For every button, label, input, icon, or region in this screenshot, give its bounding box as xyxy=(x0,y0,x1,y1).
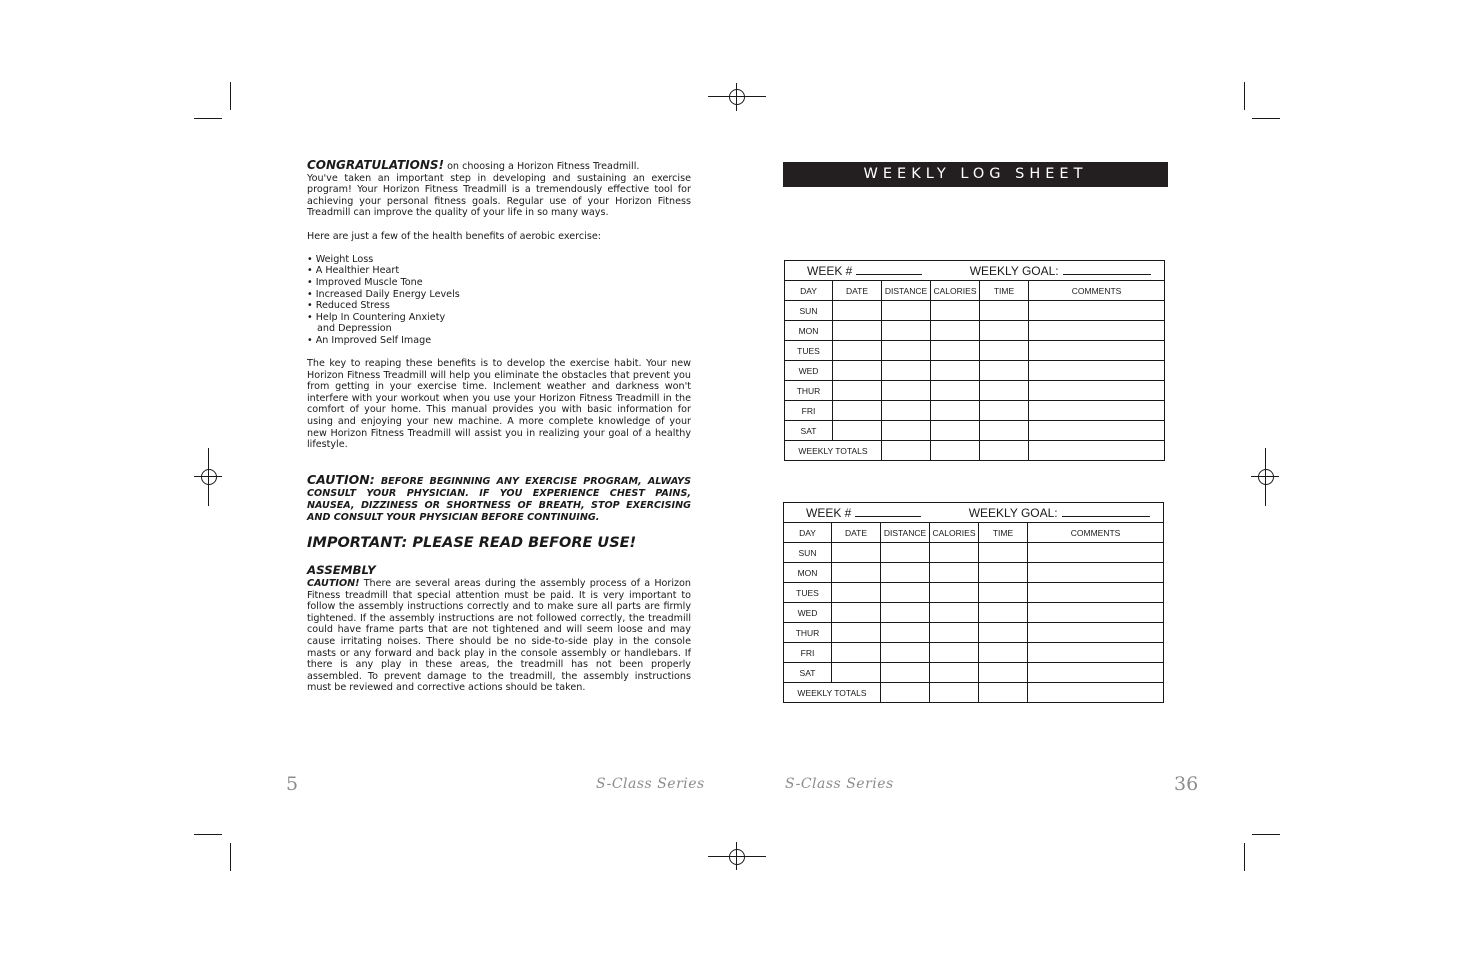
log-cell[interactable] xyxy=(882,361,931,381)
log-cell[interactable] xyxy=(881,583,930,603)
log-cell[interactable] xyxy=(979,623,1028,643)
column-header: DAY xyxy=(784,523,832,543)
table-row xyxy=(784,603,1164,623)
day-cell: THUR xyxy=(784,623,832,643)
log-cell[interactable] xyxy=(931,421,980,441)
list-item: • Help In Countering Anxiety and Depression xyxy=(307,311,446,335)
day-cell: TUES xyxy=(785,341,833,361)
column-header-row xyxy=(785,281,1165,301)
page-number-left: 5 xyxy=(286,773,299,795)
log-cell[interactable] xyxy=(833,421,882,441)
log-cell[interactable] xyxy=(980,401,1029,421)
week-header-row xyxy=(785,261,1165,281)
benefits-list xyxy=(307,254,691,347)
log-cell[interactable] xyxy=(1029,441,1165,461)
assembly-caution-label: CAUTION! xyxy=(307,578,360,590)
log-cell[interactable] xyxy=(832,603,881,623)
log-cell[interactable] xyxy=(1029,361,1165,381)
week-number-field[interactable] xyxy=(856,265,922,275)
log-cell[interactable] xyxy=(833,401,882,421)
log-cell[interactable] xyxy=(833,361,882,381)
intro-heading-rest: on choosing a Horizon Fitness Treadmill. xyxy=(444,161,640,172)
crop-mark xyxy=(194,118,222,119)
log-cell[interactable] xyxy=(931,401,980,421)
table-row xyxy=(785,361,1165,381)
registration-circle-icon xyxy=(201,469,217,485)
log-cell[interactable] xyxy=(979,643,1028,663)
table-row xyxy=(785,301,1165,321)
weekly-goal-label: WEEKLY GOAL: xyxy=(969,263,1059,278)
log-cell[interactable] xyxy=(930,623,979,643)
column-header: TIME xyxy=(979,523,1028,543)
registration-circle-icon xyxy=(729,849,745,865)
day-cell: SAT xyxy=(785,421,833,441)
day-cell: FRI xyxy=(785,401,833,421)
log-cell[interactable] xyxy=(980,361,1029,381)
log-cell[interactable] xyxy=(979,583,1028,603)
important-heading: IMPORTANT: PLEASE READ BEFORE USE! xyxy=(307,534,637,551)
weekly-log-table-1 xyxy=(784,260,1165,461)
log-cell[interactable] xyxy=(881,563,930,583)
week-header-row xyxy=(784,503,1164,523)
crop-mark xyxy=(1252,834,1280,835)
list-item: • Weight Loss xyxy=(307,253,374,265)
crop-mark xyxy=(1252,118,1280,119)
log-cell[interactable] xyxy=(882,441,931,461)
log-cell[interactable] xyxy=(881,603,930,623)
assembly-paragraph xyxy=(307,578,691,694)
log-cell[interactable] xyxy=(930,583,979,603)
log-cell[interactable] xyxy=(1029,401,1165,421)
day-cell: SUN xyxy=(784,543,832,563)
log-cell[interactable] xyxy=(980,421,1029,441)
log-cell[interactable] xyxy=(833,321,882,341)
log-cell[interactable] xyxy=(832,583,881,603)
log-cell[interactable] xyxy=(832,543,881,563)
log-cell[interactable] xyxy=(833,341,882,361)
list-item: • A Healthier Heart xyxy=(307,265,400,277)
log-cell[interactable] xyxy=(930,563,979,583)
table-row xyxy=(785,341,1165,361)
list-item: • Improved Muscle Tone xyxy=(307,276,423,288)
assembly-text: There are several areas during the assembly process of a Horizon Fitness treadmill that special attention must be paid. It is very important to follow the assembly instructions correctly and to make sure all parts are firmly tightened. If the assembly instructions are not followed correctly, the treadmill could have frame parts that are not tightened and will seem loose and may cause irritating noises. There should be no side-to-side play in the console masts or any forward and back play in the console assembly or handlebars. If there is any play in these areas, the treadmill has not been properly assembled. To prevent damage to the treadmill, the assembly instructions must be reviewed and corrective actions should be taken. xyxy=(307,578,691,694)
log-cell[interactable] xyxy=(1029,341,1165,361)
day-cell: WED xyxy=(784,603,832,623)
totals-row xyxy=(785,441,1165,461)
weekly-goal-field[interactable] xyxy=(1062,507,1150,517)
column-header: DAY xyxy=(785,281,833,301)
log-cell[interactable] xyxy=(882,421,931,441)
log-cell[interactable] xyxy=(1029,321,1165,341)
weekly-log-table-2 xyxy=(783,502,1164,703)
log-cell[interactable] xyxy=(882,401,931,421)
series-footer-right: S-Class Series xyxy=(785,776,894,792)
table-row xyxy=(784,583,1164,603)
day-cell: FRI xyxy=(784,643,832,663)
log-cell[interactable] xyxy=(881,543,930,563)
log-cell[interactable] xyxy=(979,543,1028,563)
weekly-goal-field[interactable] xyxy=(1063,265,1151,275)
log-cell[interactable] xyxy=(881,683,930,703)
weekly-totals-label: WEEKLY TOTALS xyxy=(785,441,882,461)
column-header: COMMENTS xyxy=(1029,281,1165,301)
table-row xyxy=(785,381,1165,401)
column-header: CALORIES xyxy=(930,523,979,543)
column-header-row xyxy=(784,523,1164,543)
log-cell[interactable] xyxy=(930,603,979,623)
log-cell[interactable] xyxy=(931,341,980,361)
log-cell[interactable] xyxy=(1028,563,1164,583)
column-header: DISTANCE xyxy=(882,281,931,301)
log-cell[interactable] xyxy=(930,663,979,683)
log-cell[interactable] xyxy=(930,683,979,703)
log-cell[interactable] xyxy=(832,623,881,643)
weekly-log-banner: WEEKLY LOG SHEET xyxy=(783,162,1168,187)
crop-mark xyxy=(230,82,231,110)
log-cell[interactable] xyxy=(833,381,882,401)
log-cell[interactable] xyxy=(1029,421,1165,441)
table-row xyxy=(785,321,1165,341)
column-header: DATE xyxy=(832,523,881,543)
log-cell[interactable] xyxy=(980,441,1029,461)
registration-circle-icon xyxy=(1258,469,1274,485)
week-label: WEEK # xyxy=(807,263,853,278)
table-row xyxy=(784,663,1164,683)
column-header: DISTANCE xyxy=(881,523,930,543)
log-cell[interactable] xyxy=(833,301,882,321)
log-cell[interactable] xyxy=(832,563,881,583)
log-cell[interactable] xyxy=(980,381,1029,401)
log-cell[interactable] xyxy=(1029,381,1165,401)
assembly-heading: ASSEMBLY xyxy=(307,563,376,578)
log-cell[interactable] xyxy=(931,381,980,401)
table-row xyxy=(784,623,1164,643)
table-row xyxy=(784,563,1164,583)
caution-text: BEFORE BEGINNING ANY EXERCISE PROGRAM, ALWAYS CONSULT YOUR PHYSICIAN. IF YOU EXPERIENCE CHEST PAINS, NAUSEA, DIZZINESS OR SHORTNESS OF BREATH, STOP EXERCISING AND CONSULT YOUR PHYSICIAN BEFORE CONTINUING. xyxy=(307,475,691,523)
log-cell[interactable] xyxy=(881,663,930,683)
series-footer-left: S-Class Series xyxy=(596,776,705,792)
table-row xyxy=(785,401,1165,421)
log-cell[interactable] xyxy=(931,441,980,461)
table-row xyxy=(784,543,1164,563)
table-row xyxy=(784,643,1164,663)
column-header: COMMENTS xyxy=(1028,523,1164,543)
day-cell: TUES xyxy=(784,583,832,603)
crop-mark xyxy=(1244,843,1245,871)
log-cell[interactable] xyxy=(881,623,930,643)
habit-paragraph: The key to reaping these benefits is to develop the exercise habit. Your new Horizon Fitness Treadmill will help you eliminate the obstacles that prevent you from getting in your exercise time. Inclement weather and darkness won't interfere with your workout when you use your Horizon Fitness Treadmill in the comfort of your home. This manual provides you with basic information for using and enjoying your new machine. A more complete knowledge of your new Horizon Fitness Treadmill will assist you in realizing your goal of a healthy lifestyle. xyxy=(307,358,691,451)
log-cell[interactable] xyxy=(980,301,1029,321)
week-label: WEEK # xyxy=(806,505,852,520)
log-cell[interactable] xyxy=(1028,543,1164,563)
registration-circle-icon xyxy=(729,89,745,105)
day-cell: MON xyxy=(784,563,832,583)
table-row xyxy=(785,421,1165,441)
log-cell[interactable] xyxy=(979,663,1028,683)
benefits-intro: Here are just a few of the health benefits of aerobic exercise: xyxy=(307,230,601,242)
log-cell[interactable] xyxy=(881,643,930,663)
intro-paragraph: You've taken an important step in developing and sustaining an exercise program! Your Horizon Fitness Treadmill is a tremendously effective tool for achieving your personal fitness goals. Regular use of your Horizon Fitness Treadmill can improve the quality of your life in so many ways. xyxy=(307,172,691,219)
week-number-field[interactable] xyxy=(855,507,921,517)
log-cell[interactable] xyxy=(979,563,1028,583)
day-cell: SAT xyxy=(784,663,832,683)
log-cell[interactable] xyxy=(832,643,881,663)
totals-row xyxy=(784,683,1164,703)
list-item: • Increased Daily Energy Levels xyxy=(307,288,460,300)
log-cell[interactable] xyxy=(1028,683,1164,703)
day-cell: MON xyxy=(785,321,833,341)
log-cell[interactable] xyxy=(930,543,979,563)
weekly-totals-label: WEEKLY TOTALS xyxy=(784,683,881,703)
log-cell[interactable] xyxy=(882,381,931,401)
day-cell: SUN xyxy=(785,301,833,321)
log-cell[interactable] xyxy=(1028,583,1164,603)
column-header: DATE xyxy=(833,281,882,301)
log-cell[interactable] xyxy=(980,341,1029,361)
log-cell[interactable] xyxy=(882,321,931,341)
log-cell[interactable] xyxy=(979,603,1028,623)
log-cell[interactable] xyxy=(1028,663,1164,683)
weekly-goal-label: WEEKLY GOAL: xyxy=(968,505,1058,520)
log-cell[interactable] xyxy=(832,663,881,683)
crop-mark xyxy=(1244,82,1245,110)
log-cell[interactable] xyxy=(980,321,1029,341)
log-cell[interactable] xyxy=(979,683,1028,703)
caution-warning xyxy=(307,471,691,524)
list-item: • Reduced Stress xyxy=(307,300,390,312)
log-cell[interactable] xyxy=(931,361,980,381)
list-item: • An Improved Self Image xyxy=(307,334,432,346)
log-cell[interactable] xyxy=(882,301,931,321)
crop-mark xyxy=(230,843,231,871)
column-header: TIME xyxy=(980,281,1029,301)
log-cell[interactable] xyxy=(1028,603,1164,623)
log-cell[interactable] xyxy=(930,643,979,663)
log-cell[interactable] xyxy=(882,341,931,361)
intro-line xyxy=(307,160,691,173)
log-cell[interactable] xyxy=(931,301,980,321)
day-cell: WED xyxy=(785,361,833,381)
log-cell[interactable] xyxy=(1029,301,1165,321)
crop-mark xyxy=(194,834,222,835)
column-header: CALORIES xyxy=(931,281,980,301)
congratulations-heading: CONGRATULATIONS! xyxy=(307,158,445,172)
day-cell: THUR xyxy=(785,381,833,401)
page-number-right: 36 xyxy=(1174,773,1199,795)
caution-label: CAUTION: xyxy=(307,471,375,487)
log-cell[interactable] xyxy=(931,321,980,341)
log-cell[interactable] xyxy=(1028,623,1164,643)
log-cell[interactable] xyxy=(1028,643,1164,663)
left-page-body xyxy=(307,160,691,694)
